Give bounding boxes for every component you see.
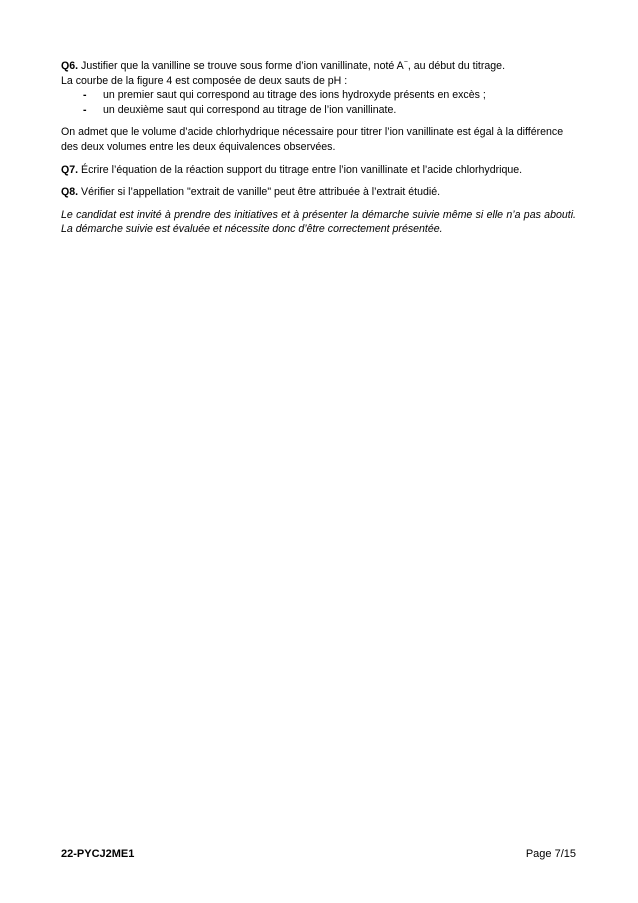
question-8-label: Q8. [61, 186, 79, 199]
curve-intro: La courbe de la figure 4 est composée de deux sauts de pH : [61, 74, 348, 87]
exam-code: 22-PYCJ2ME1 [61, 848, 135, 860]
page-content [61, 59, 576, 237]
list-item-text: un deuxième saut qui correspond au titrage de l’ion vanillinate. [103, 103, 397, 116]
question-7-text: Écrire l’équation de la réaction support du titrage entre l’ion vanillinate et l’acide chlorhydrique. [78, 163, 523, 176]
question-8-text: Vérifier si l’appellation "extrait de vanille" peut être attribuée à l’extrait étudié. [78, 186, 441, 199]
ion-charge: − [403, 59, 408, 66]
page-number: Page 7/15 [525, 848, 576, 860]
list-marker: - [83, 89, 87, 102]
list-item [83, 103, 576, 118]
question-8 [61, 185, 576, 200]
list-item-text: un premier saut qui correspond au titrage des ions hydroxyde présents en excès ; [103, 89, 486, 102]
list-item [83, 88, 576, 103]
ph-jumps-list [61, 88, 576, 117]
volume-assumption-paragraph: On admet que le volume d’acide chlorhydrique nécessaire pour titrer l’ion vanillinate est égal à la différence des deux volumes entre les deux équivalences observées. [61, 126, 564, 153]
question-6-text-after: , au début du titrage. [407, 60, 506, 72]
list-marker: - [83, 103, 87, 116]
question-6 [61, 59, 576, 74]
question-7 [61, 163, 576, 178]
question-7-label: Q7. [61, 163, 79, 176]
candidate-note: Le candidat est invité à prendre des initiatives et à présenter la démarche suivie même si elle n’a pas abouti. La démarche suivie est évaluée et nécessite donc d’être correctement présentée. [61, 208, 576, 236]
question-6-text-before: Justifier que la vanilline se trouve sous forme d’ion vanillinate, noté A [78, 60, 404, 72]
question-6-label: Q6. [61, 60, 79, 72]
